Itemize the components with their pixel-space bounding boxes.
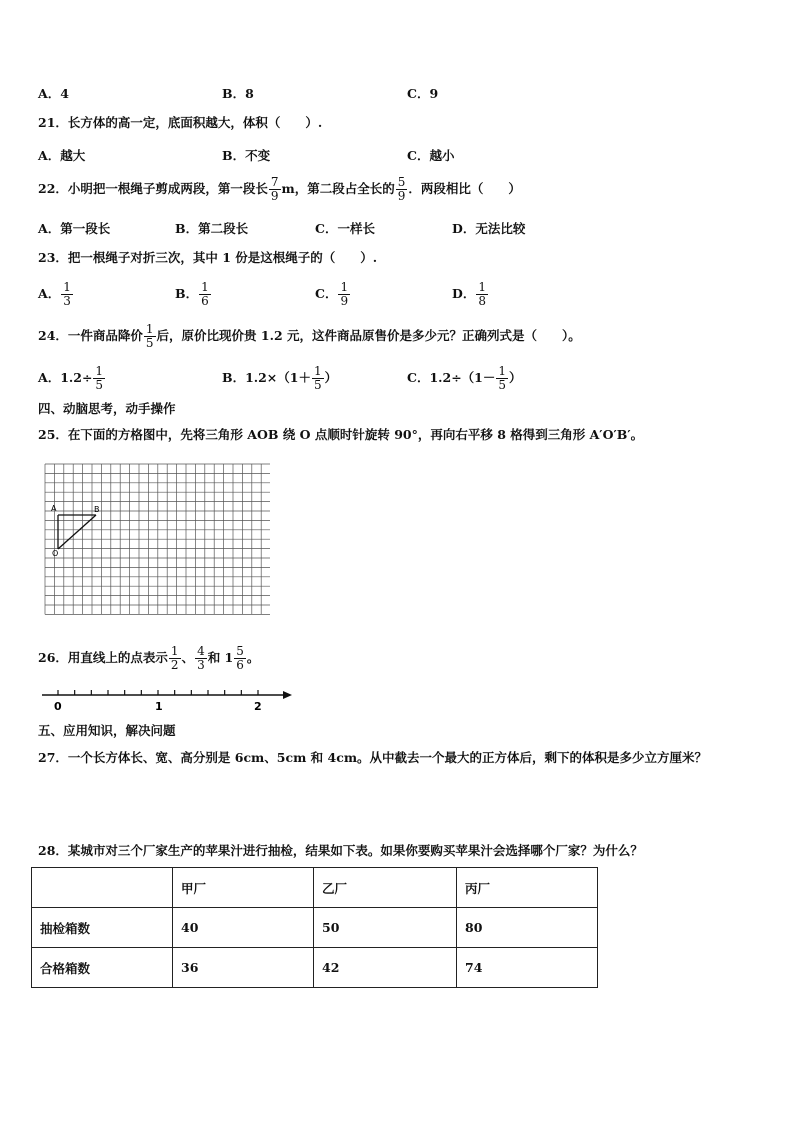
grid-figure [44,463,270,621]
tick-label-1: 1 [155,700,163,713]
numerator: 1 [95,364,104,378]
separator: 、 [181,650,195,665]
fraction [312,365,324,392]
option-a: A．4 [38,86,69,101]
fraction [269,176,281,203]
option-label: C．1.2÷（1－ [407,370,496,385]
arrow-right-icon [283,691,292,699]
fraction [338,281,350,308]
denominator: 9 [397,189,406,203]
fraction [496,365,508,392]
table-header-cell [32,868,173,908]
table-cell: 36 [173,948,314,988]
denominator: 8 [478,294,486,308]
tick-label-2: 2 [254,700,262,713]
option-label: B． [175,286,199,301]
numerator: 1 [498,364,507,378]
fraction [476,281,488,308]
option-b: B．不变 [222,148,271,163]
stem-text: 26．用直线上的点表示 [38,650,168,665]
option-label: B．1.2×（1＋ [222,370,311,385]
option-c: C．一样长 [315,221,375,236]
table-header-row [32,868,598,908]
option-label: D． [452,286,476,301]
section-4-title: 四、动脑思考，动手操作 [38,401,176,416]
table-cell: 50 [314,908,457,948]
denominator: 2 [170,658,179,672]
numerator: 5 [397,175,406,189]
option-b: B．第二段长 [175,221,249,236]
option-a [38,274,74,314]
table-row [32,908,598,948]
stem-text: 后，原价比现价贵 1.2 元，这件商品原售价是多少元？正确列式是（ ）。 [156,328,581,343]
option-label: C． [315,286,338,301]
denominator: 5 [313,378,322,392]
stem-text: 。 [246,650,260,665]
option-b: B．8 [222,86,254,101]
table-header-cell: 丙厂 [457,868,598,908]
fraction [169,645,181,672]
denominator: 5 [498,378,507,392]
option-b [222,358,337,398]
fraction [199,281,211,308]
option-c: C．越小 [407,148,455,163]
table-cell: 合格箱数 [32,948,173,988]
numerator: 1 [170,644,179,658]
table-header-cell: 甲厂 [173,868,314,908]
numerator: 4 [197,644,205,658]
numerator: 7 [270,175,279,189]
denominator: 9 [270,189,279,203]
table-cell: 42 [314,948,457,988]
stem-text: m，第二段占全长的 [281,181,395,196]
option-c: C．9 [407,86,439,101]
inspection-table [31,867,598,988]
question-23-stem: 23．把一根绳子对折三次，其中 1 份是这根绳子的（ ）. [38,250,378,265]
question-28-stem: 28．某城市对三个厂家生产的苹果汁进行抽检，结果如下表。如果你要购买苹果汁会选择哪个厂家？为什么？ [38,843,643,858]
fraction [234,645,246,672]
question-22-stem [38,176,521,203]
option-a: A．第一段长 [38,221,111,236]
number-line [38,686,294,714]
denominator: 6 [236,658,244,672]
option-label: A． [38,286,61,301]
vertex-b-label: B [94,505,100,514]
stem-text: 22．小明把一根绳子剪成两段，第一段长 [38,181,268,196]
fraction [93,365,105,392]
table-cell: 抽检箱数 [32,908,173,948]
option-label: A．1.2÷ [38,370,93,385]
table-cell: 40 [173,908,314,948]
numerator: 1 [478,280,486,294]
option-b [175,274,212,314]
numerator: 1 [340,280,349,294]
denominator: 3 [197,658,205,672]
tick-label-0: 0 [54,700,62,713]
vertex-o-label: O [52,549,59,558]
option-close: ） [324,370,338,385]
stem-text: ．两段相比（ ） [408,181,521,196]
option-a [38,358,106,398]
question-21-stem: 21．长方体的高一定，底面积越大，体积（ ）. [38,115,323,130]
table-cell: 80 [457,908,598,948]
denominator: 9 [340,294,349,308]
option-a: A．越大 [38,148,86,163]
numerator: 1 [145,322,154,336]
question-26-stem [38,645,259,672]
stem-text: 24．一件商品降价 [38,328,143,343]
denominator: 3 [63,294,71,308]
question-25-stem: 25．在下面的方格图中，先将三角形 AOB 绕 O 点顺时针旋转 90°，再向右平移 8 格得到三角形 A′O′B′。 [38,427,644,442]
vertex-a-label: A [51,504,57,513]
table-header-cell: 乙厂 [314,868,457,908]
table-cell: 74 [457,948,598,988]
fraction [195,645,207,672]
option-d: D．无法比较 [452,221,526,236]
numerator: 1 [201,280,209,294]
denominator: 6 [201,294,209,308]
option-d [452,274,489,314]
table-row [32,948,598,988]
numerator: 1 [313,364,322,378]
numerator: 1 [63,280,71,294]
question-24-stem [38,323,581,350]
option-close: ） [509,370,522,385]
option-c [407,358,522,398]
question-27-stem: 27．一个长方体长、宽、高分别是 6cm、5cm 和 4cm。从中截去一个最大的正方体后，剩下的体积是多少立方厘米？ [38,750,708,765]
stem-text: 和 1 [207,650,234,665]
fraction [396,176,408,203]
denominator: 5 [95,378,104,392]
option-c [315,274,351,314]
numerator: 5 [236,644,244,658]
fraction [61,281,73,308]
denominator: 5 [145,336,154,350]
section-5-title: 五、应用知识，解决问题 [38,723,176,738]
fraction [144,323,156,350]
